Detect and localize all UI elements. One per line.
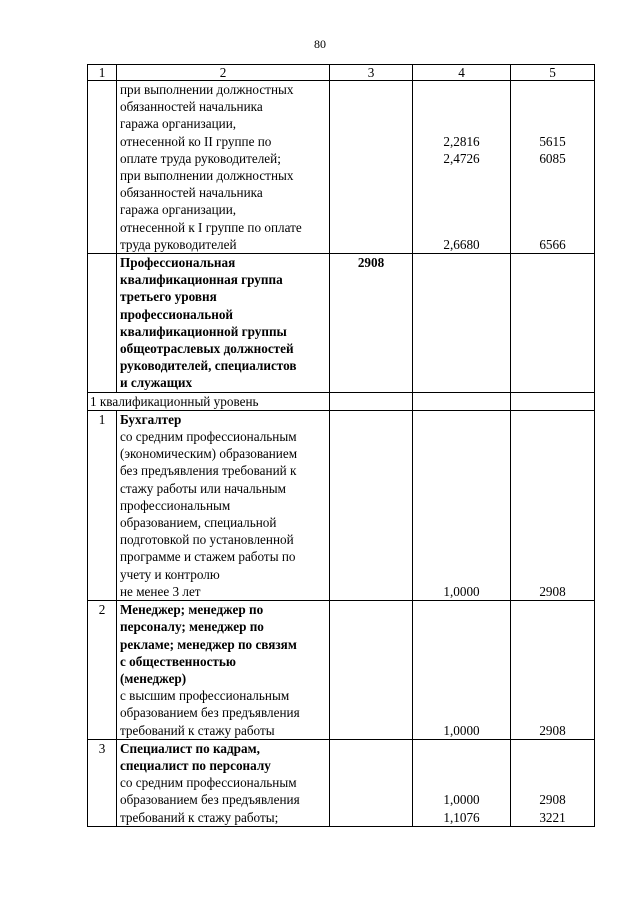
coefficient-value: 1,0000 bbox=[443, 583, 480, 599]
text-line: Профессиональная bbox=[120, 255, 236, 271]
text-line: квалификационная группа bbox=[120, 272, 283, 288]
qualification-level: 1 квалификационный уровень bbox=[88, 392, 330, 410]
salary-value: 2908 bbox=[539, 792, 566, 808]
text-line: при выполнении должностных bbox=[120, 168, 294, 184]
text-line: образованием без предъявления bbox=[120, 705, 300, 721]
text-line: обязанностей начальника bbox=[120, 185, 263, 201]
position-title: Менеджер; менеджер по bbox=[120, 602, 264, 618]
position-description bbox=[117, 410, 330, 600]
text-line: не менее 3 лет bbox=[120, 583, 201, 599]
text-line: профессиональным bbox=[120, 497, 231, 513]
position-title: с общественностью bbox=[120, 653, 236, 669]
text-line: общеотраслевых должностей bbox=[120, 341, 294, 357]
table-row bbox=[88, 739, 595, 826]
text-line: без предъявления требований к bbox=[120, 463, 297, 479]
header-col-3: 3 bbox=[330, 65, 413, 81]
coefficient-value: 2,2816 bbox=[443, 133, 480, 149]
text-line: и служащих bbox=[120, 375, 193, 391]
position-description bbox=[117, 739, 330, 826]
salary-value: 6566 bbox=[539, 236, 566, 252]
coefficient-cell bbox=[413, 601, 511, 740]
text-line: образованием без предъявления bbox=[120, 792, 300, 808]
row-number: 2 bbox=[88, 601, 117, 740]
position-title: персоналу; менеджер по bbox=[120, 619, 264, 635]
table-row bbox=[88, 81, 595, 254]
text-line: стажу работы или начальным bbox=[120, 480, 286, 496]
coefficient-value: 1,0000 bbox=[443, 792, 480, 808]
text-line: гаража организации, bbox=[120, 202, 237, 218]
header-col-2: 2 bbox=[117, 65, 330, 81]
text-line: программе и стажем работы по bbox=[120, 549, 296, 565]
text-line: гаража организации, bbox=[120, 116, 237, 132]
text-line: со средним профессиональным bbox=[120, 775, 297, 791]
table-row bbox=[88, 601, 595, 740]
text-line: со средним профессиональным bbox=[120, 429, 297, 445]
text-line: с высшим профессиональным bbox=[120, 688, 290, 704]
text-line: профессиональной bbox=[120, 306, 234, 322]
salary-cell bbox=[511, 81, 595, 254]
coefficient-value: 2,4726 bbox=[443, 150, 480, 166]
text-line: третьего уровня bbox=[120, 289, 217, 305]
base-salary: 2908 bbox=[330, 254, 413, 393]
salary-value: 2908 bbox=[539, 722, 566, 738]
text-line: учету и контролю bbox=[120, 566, 220, 582]
header-col-4: 4 bbox=[413, 65, 511, 81]
position-title: (менеджер) bbox=[120, 670, 187, 686]
header-col-5: 5 bbox=[511, 65, 595, 81]
text-line: труда руководителей bbox=[120, 236, 237, 252]
text-line: отнесенной ко II группе по bbox=[120, 133, 272, 149]
coefficient-cell bbox=[413, 81, 511, 254]
header-col-1: 1 bbox=[88, 65, 117, 81]
position-description bbox=[117, 601, 330, 740]
coefficient-cell bbox=[413, 739, 511, 826]
text-line: оплате труда руководителей; bbox=[120, 150, 281, 166]
group-row bbox=[88, 254, 595, 393]
position-title: Бухгалтер bbox=[120, 411, 182, 427]
coefficient-value: 2,6680 bbox=[443, 236, 480, 252]
salary-cell bbox=[511, 410, 595, 600]
text-line: квалификационной группы bbox=[120, 323, 287, 339]
group-title bbox=[117, 254, 330, 393]
text-line: при выполнении должностных bbox=[120, 82, 294, 97]
salary-cell bbox=[511, 601, 595, 740]
salary-value: 3221 bbox=[539, 809, 566, 825]
text-line: подготовкой по установленной bbox=[120, 532, 294, 548]
salary-table bbox=[87, 64, 595, 827]
position-title: Специалист по кадрам, bbox=[120, 740, 260, 756]
coefficient-value: 1,1076 bbox=[443, 809, 480, 825]
header-row bbox=[88, 65, 595, 81]
salary-cell bbox=[511, 739, 595, 826]
coefficient-cell bbox=[413, 410, 511, 600]
text-line: образованием, специальной bbox=[120, 515, 277, 531]
position-title: рекламе; менеджер по связям bbox=[120, 636, 297, 652]
table-row bbox=[88, 410, 595, 600]
salary-value: 6085 bbox=[539, 150, 566, 166]
text-line: руководителей, специалистов bbox=[120, 358, 297, 374]
position-description bbox=[117, 81, 330, 254]
text-line: требований к стажу работы; bbox=[120, 809, 279, 825]
salary-value: 5615 bbox=[539, 133, 566, 149]
salary-value: 2908 bbox=[539, 583, 566, 599]
position-title: специалист по персоналу bbox=[120, 757, 271, 773]
row-number: 1 bbox=[88, 410, 117, 600]
page-number: 80 bbox=[314, 37, 326, 51]
level-row bbox=[88, 392, 595, 410]
text-line: отнесенной к I группе по оплате bbox=[120, 219, 302, 235]
row-number: 3 bbox=[88, 739, 117, 826]
text-line: требований к стажу работы bbox=[120, 722, 275, 738]
text-line: обязанностей начальника bbox=[120, 99, 263, 115]
coefficient-value: 1,0000 bbox=[443, 722, 480, 738]
text-line: (экономическим) образованием bbox=[120, 446, 298, 462]
